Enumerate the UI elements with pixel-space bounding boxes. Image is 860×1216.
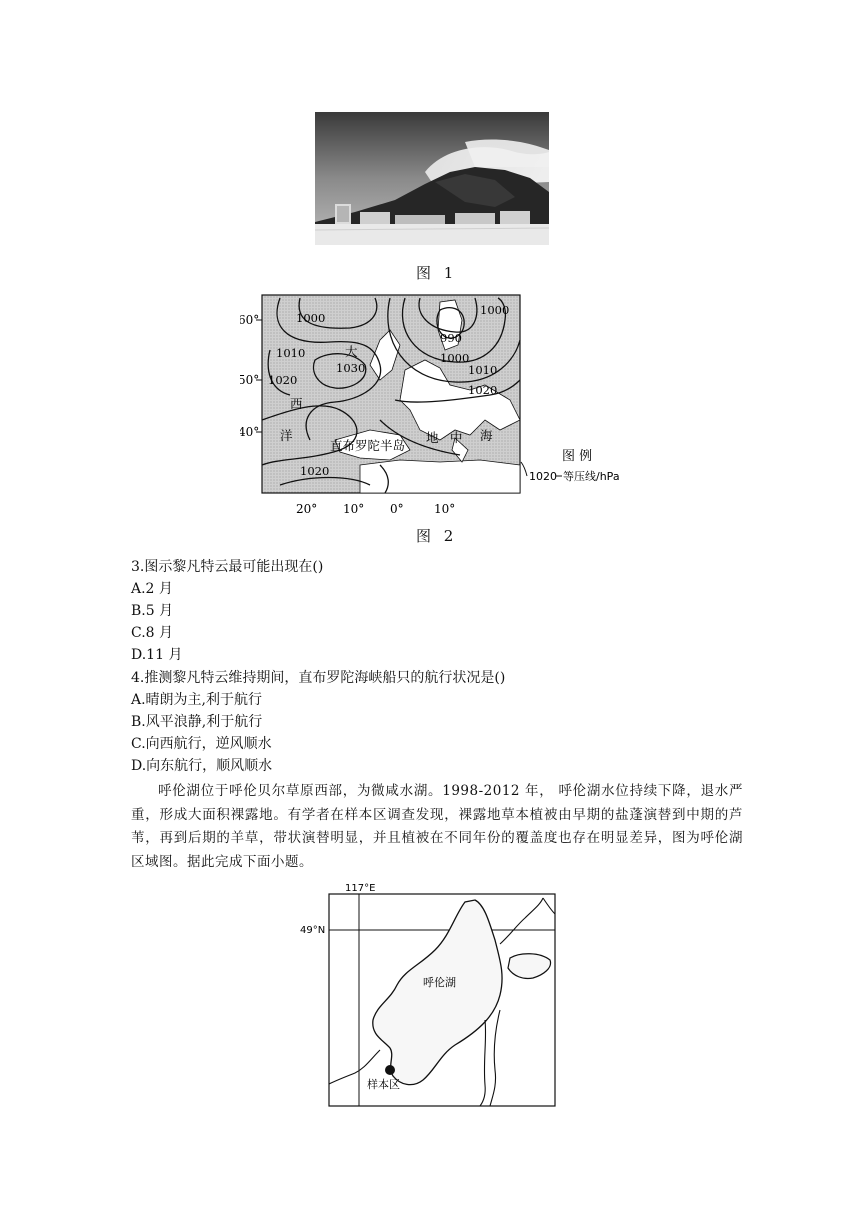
place-label-hai: 海 [480,428,493,443]
isobar-label-1000-w: 1000 [296,311,326,325]
sample-area-label: 样本区 [367,1078,400,1091]
figure1-photo [315,112,549,245]
isobar-label-1000-e: 1000 [480,303,510,317]
lake-label: 呼伦湖 [423,976,456,989]
lon-label-10e: 10° [434,502,456,516]
sample-area-marker [385,1065,395,1075]
lon-label-20w: 20° [296,502,318,516]
legend-label: 等压线/hPa [563,470,620,483]
place-label-zhong: 中 [450,430,463,445]
isobar-label-1020-s: 1020 [300,464,330,478]
question-3-option-a: A.2 月 [131,581,173,597]
question-4-option-d: D.向东航行，顺风顺水 [131,758,273,774]
isobar-label-990: 990 [440,331,462,345]
isobar-label-1030: 1030 [336,361,366,375]
isobar-label-1020-e: 1020 [468,383,498,397]
isobar-label-1010-e: 1010 [468,363,498,377]
question-3-option-b: B.5 月 [131,603,174,619]
lat-label-49n: 49°N [300,925,326,936]
lat-label-40: 40° [240,425,260,439]
question-4-option-c: C.向西航行，逆风顺水 [131,736,272,752]
question-3-stem: 3.图示黎凡特云最可能出现在() [131,559,324,575]
question-4-stem: 4.推测黎凡特云维持期间，直布罗陀海峡船只的航行状况是() [131,670,506,686]
isobar-label-1010-w: 1010 [276,346,306,360]
legend-value: 1020 [529,470,557,483]
question-4-option-a: A.晴朗为主,利于航行 [131,692,263,708]
africa-land [360,460,520,493]
lon-label-0: 0° [390,502,404,516]
passage-paragraph: 呼伦湖位于呼伦贝尔草原西部，为微咸水湖。1998-2012 年， 呼伦湖水位持续下降，退水严重，形成大面积裸露地。有学者在样本区调查发现，裸露地草本植被由早期的盐蓬演替到中期的芦苇，再到后期的羊草，带状演替明显，并且植被在不同年份的覆盖度也存在明显差异，图为呼伦湖区域图。据此完成下面小题。 [131,783,743,870]
isobar-label-1000-c: 1000 [440,351,470,365]
legend-title: 图 例 [562,449,593,464]
lon-label-117e: 117°E [345,883,376,894]
gibraltar-photo [315,112,549,245]
place-label-di: 地 [426,430,439,445]
place-label-da: 大 [345,344,358,359]
lon-label-10w: 10° [343,502,365,516]
place-label-xi: 西 [290,396,303,411]
figure2-caption: 图 2 [416,527,458,545]
figure2-map [240,290,640,520]
legend-isobar-line [521,462,527,476]
figure3-map [295,880,560,1110]
lat-label-60: 60° [240,313,260,327]
question-4-option-b: B.风平浪静,利于航行 [131,714,263,730]
isobar-label-1020-w: 1020 [268,373,298,387]
lat-label-50: 50° [240,373,260,387]
figure1-caption: 图 1 [416,264,458,282]
question-3-option-c: C.8 月 [131,625,174,641]
question-3-option-d: D.11 月 [131,647,183,663]
place-label-yang: 洋 [280,428,293,443]
place-label-gibraltar: 直布罗陀半岛 [330,438,406,453]
